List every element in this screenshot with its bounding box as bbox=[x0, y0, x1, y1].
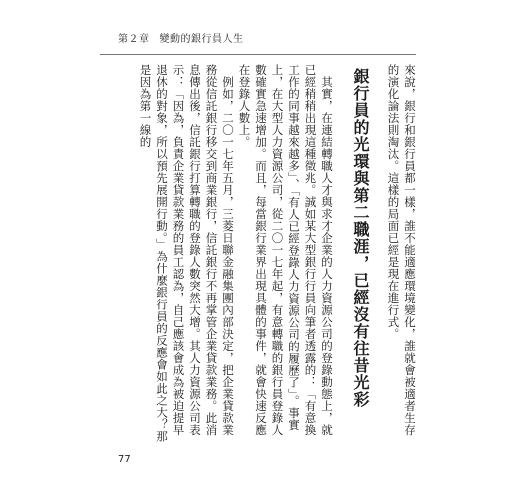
chapter-title: 變動的銀行員人生 bbox=[159, 34, 244, 45]
page-number: 77 bbox=[118, 454, 131, 465]
header-rule bbox=[100, 54, 416, 55]
paragraph: 其實，在連結轉職人才與求才企業的人力資源公司的登錄動態上，就已經稍稍出現這種徵兆。誠如某大型銀行行員向筆者透露的：「有意換工作的同事越來越多」、「有人已經登錄人力資源公司的履歷了」。事實上，在大型人力資源公司，從二〇一七年起，有意轉職的銀行員登錄人數確實急速增加。而且，每當銀行業界出現具體的事件，就會快速反應在登錄人數上。 bbox=[237, 64, 334, 436]
paragraph-continued: 來說，銀行和銀行員都一樣，誰不能適應環境變化，誰就會被適者生存的演化論法則淘汰。這樣的局面已經是現在進行式。 bbox=[386, 64, 417, 436]
running-head bbox=[118, 30, 244, 45]
body-text bbox=[118, 64, 418, 446]
chapter-label: 第２章 bbox=[118, 34, 150, 45]
paragraph: 例如，二〇一七年五月，三菱日聯金融集團內部決定，把企業貸款業務從信託銀行移交到商業銀行，信託銀行不再掌管企業貸款業務。此消息傳出後，信託銀行打算轉職的登錄人數突然大增。其人力資源公司表示：「因為，負責企業貸款業務的員工認為，自己應該會成為被迫提早退休的對象，所以預先展開行動。」為什麼銀行員的反應會如此之大？那是因為第一線的 bbox=[138, 64, 235, 443]
section-heading: 銀行員的光環與第二職涯，已經沒有往昔光彩 bbox=[351, 68, 370, 408]
